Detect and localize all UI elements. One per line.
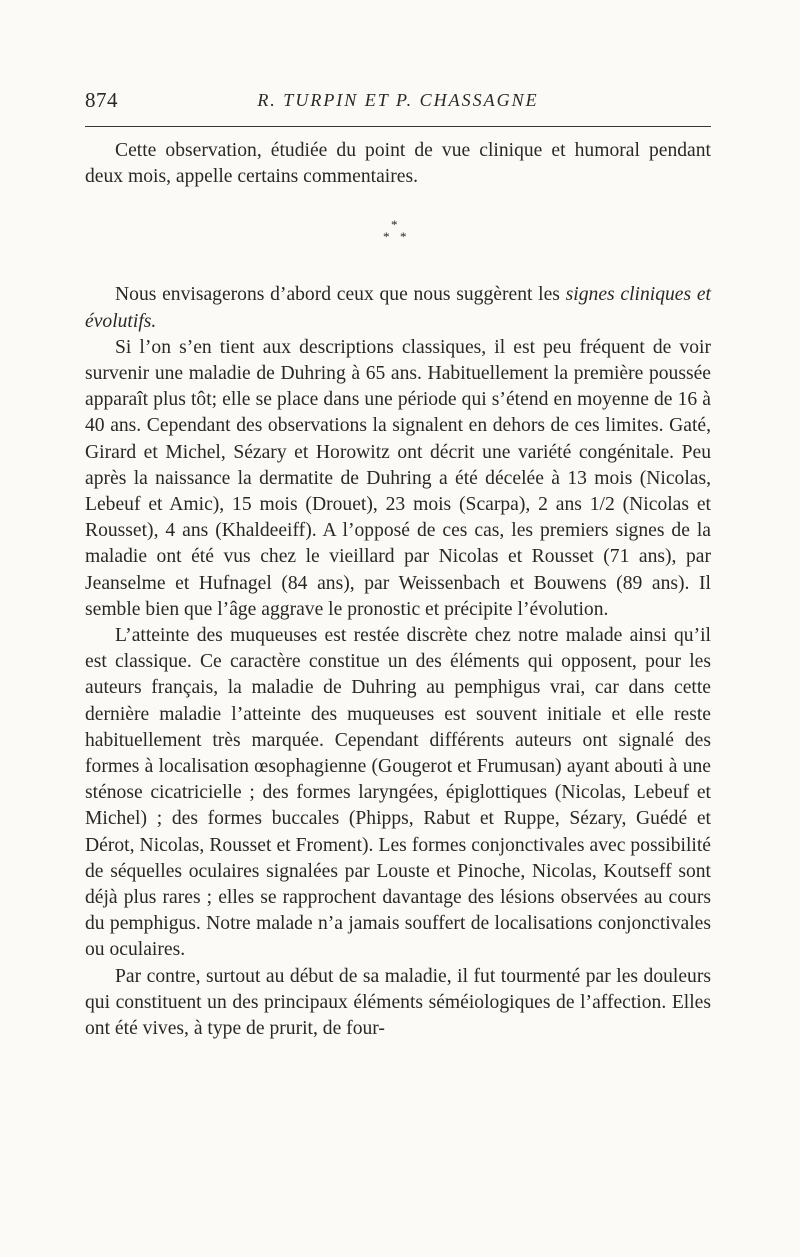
article-body xyxy=(85,138,711,1042)
paragraph-5: Par contre, surtout au début de sa maladie, il fut tourmenté par les douleurs qui constituent un des principaux éléments séméiologiques de l’affection. Elles ont été vives, à type de prurit, de four- xyxy=(85,965,711,1040)
separator-star: * xyxy=(391,217,398,233)
running-header xyxy=(85,88,711,122)
running-title: R. TURPIN ET P. CHASSAGNE xyxy=(257,90,539,110)
separator-star: * xyxy=(383,229,390,245)
header-rule xyxy=(85,126,711,127)
paragraph-2-lead: Nous envisagerons d’abord ceux que nous suggèrent les xyxy=(115,284,560,306)
paragraph-3: Si l’on s’en tient aux descriptions classiques, il est peu fréquent de voir survenir une maladie de Duhring à 65 ans. Habituellement la première poussée apparaît plus tôt; elle se place dans une période qui s’étend en moyenne de 16 à 40 ans. Cependant des observations la signalent en dehors de ces limites. Gaté, Girard et Michel, Sézary et Horowitz ont décrit une variété congénitale. Peu après la naissance la dermatite de Duhring a été décelée à 13 mois (Nicolas, Lebeuf et Amic), 15 mois (Drouet), 23 mois (Scarpa), 2 ans 1/2 (Nicolas et Rousset), 4 ans (Khaldeeiff). A l’opposé de ces cas, les premiers signes de la maladie ont été vus chez le vieillard par Nicolas et Rousset (71 ans), par Jeanselme et Hufnagel (84 ans), par Weissenbach et Bouwens (89 ans). Il semble bien que l’âge aggrave le pronostic et précipite l’évolution. xyxy=(85,336,711,620)
section-separator xyxy=(85,190,711,282)
paragraph-2-italic: signes cliniques et évolutifs. xyxy=(85,284,711,332)
paragraph-1: Cette observation, étudiée du point de vue clinique et humoral pendant deux mois, appelle certains commentaires. xyxy=(85,140,711,188)
page-number: 874 xyxy=(85,88,118,112)
paragraph-2 xyxy=(85,282,711,334)
separator-star: * xyxy=(400,229,407,245)
paragraph-4: L’atteinte des muqueuses est restée discrète chez notre malade ainsi qu’il est classique. Ce caractère constitue un des éléments qui opposent, pour les auteurs français, la maladie de Duhring au pemphigus vrai, car dans cette dernière maladie l’atteinte des muqueuses est souvent initiale et elle reste habituellement très marquée. Cependant différents auteurs ont signalé des formes à localisation œsophagienne (Gougerot et Frumusan) ayant abouti à une sténose cicatricielle ; des formes laryngées, épiglottiques (Nicolas, Lebeuf et Michel) ; des formes buccales (Phipps, Rabut et Ruppe, Sézary, Guédé et Dérot, Nicolas, Rousset et Froment). Les formes conjonctivales avec possibilité de séquelles oculaires signalées par Louste et Pinoche, Nicolas, Koutseff sont déjà plus rares ; elles se rapprochent davantage des lésions observées au cours du pemphigus. Notre malade n’a jamais souffert de localisations conjonctivales ou oculaires. xyxy=(85,625,711,961)
